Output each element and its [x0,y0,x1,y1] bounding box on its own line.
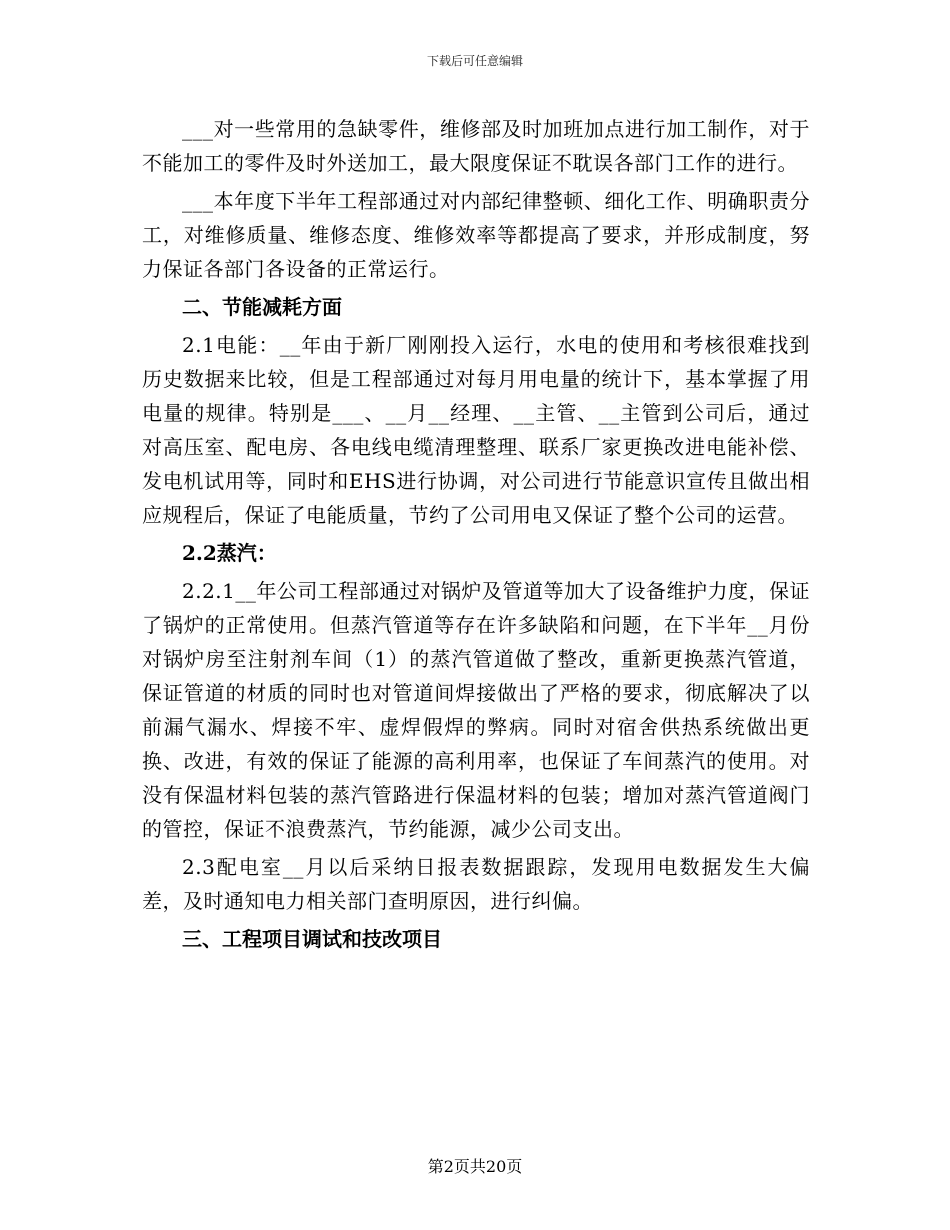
paragraph-discipline: ___本年度下半年工程部通过对内部纪律整顿、细化工作、明确职责分工，对维修质量、维修态度、维修效率等都提高了要求，并形成制度，努力保证各部门各设备的正常运行。 [142,189,810,281]
paragraph-power-room: 2.3配电室__月以后采纳日报表数据跟踪，发现用电数据发生大偏差，及时通知电力相关部门查明原因，进行纠偏。 [142,855,810,913]
page-header: 下载后可任意编辑 [426,54,523,68]
paragraph-steam: 2.2.1__年公司工程部通过对锅炉及管道等加大了设备维护力度，保证了锅炉的正常使用。但蒸汽管道等存在许多缺陷和问题，在下半年__月份对锅炉房至注射剂车间（1）的蒸汽管道做了整改，重新更换蒸汽管道，保证管道的材质的同时也对管道间焊接做出了严格的要求，彻底解决了以前漏气漏水、焊接不牢、虚焊假焊的弊病。同时对宿舍供热系统做出更换、改进，有效的保证了能源的高利用率，也保证了车间蒸汽的使用。对没有保温材料包装的蒸汽管路进行保温材料的包装；增加对蒸汽管道阀门的管控，保证不浪费蒸汽，节约能源，减少公司支出。 [142,579,810,841]
subsection-heading-steam: 2.2蒸汽： [182,541,277,565]
paragraph-spare-parts: ___对一些常用的急缺零件，维修部及时加班加点进行加工制作，对于不能加工的零件及时外送加工，最大限度保证不耽误各部门工作的进行。 [142,117,810,175]
section-heading-energy-saving: 二、节能减耗方面 [182,295,342,319]
page-footer: 第2页共20页 [427,1157,523,1176]
paragraph-electricity: 2.1电能：__年由于新厂刚刚投入运行，水电的使用和考核很难找到历史数据来比较，但是工程部通过对每月用电量的统计下，基本掌握了用电量的规律。特别是___、__月__经理、__主管、__主管到公司后，通过对高压室、配电房、各电线电缆清理整理、联系厂家更换改进电能补偿、发电机试用等，同时和EHS进行协调，对公司进行节能意识宣传且做出相应规程后，保证了电能质量，节约了公司用电又保证了整个公司的运营。 [142,333,810,527]
document-body [142,112,810,960]
section-heading-engineering-projects: 三、工程项目调试和技改项目 [182,927,442,951]
